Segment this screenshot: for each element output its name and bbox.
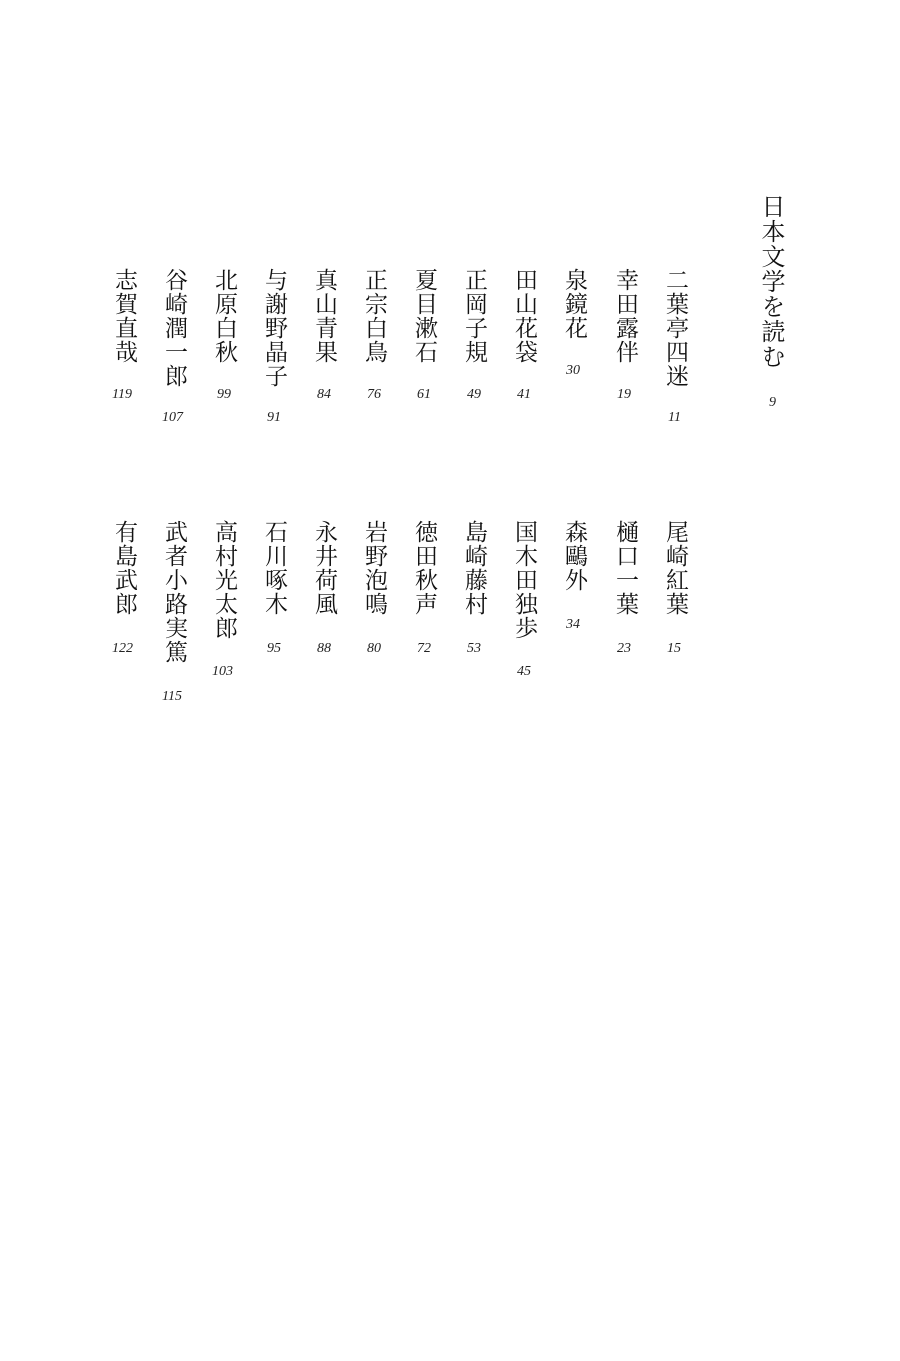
toc-entry-page: 11 [668, 410, 681, 425]
toc-entry-name: 武者小路実篤 [161, 520, 187, 664]
toc-entry-page: 45 [517, 664, 531, 679]
toc-entry-name: 北原白秋 [211, 268, 237, 364]
toc-entry-page: 49 [467, 387, 481, 402]
toc-entry-name: 幸田露伴 [612, 268, 638, 364]
toc-entry-name: 二葉亭四迷 [662, 268, 688, 388]
toc-entry-page: 80 [367, 641, 381, 656]
toc-entry-name: 有島武郎 [111, 520, 137, 616]
toc-entry-name: 夏目漱石 [411, 268, 437, 364]
toc-entry-name: 樋口一葉 [612, 520, 638, 616]
toc-entry-name: 正岡子規 [461, 268, 487, 364]
toc-entry-page: 107 [162, 410, 183, 425]
toc-entry-page: 99 [217, 387, 231, 402]
toc-entry-page: 41 [517, 387, 531, 402]
toc-entry-name: 田山花袋 [511, 268, 537, 364]
toc-entry-page: 53 [467, 641, 481, 656]
section-page-number: 9 [769, 395, 776, 410]
toc-entry-page: 115 [162, 689, 182, 704]
toc-entry-page: 72 [417, 641, 431, 656]
toc-entry-name: 真山青果 [311, 268, 337, 364]
toc-entry-name: 石川啄木 [261, 520, 287, 616]
toc-entry-name: 森鷗外 [561, 520, 587, 592]
toc-entry-page: 61 [417, 387, 431, 402]
toc-entry-page: 15 [667, 641, 681, 656]
toc-entry-name: 永井荷風 [311, 520, 337, 616]
toc-entry-name: 正宗白鳥 [361, 268, 387, 364]
section-title: 日本文学を読む [757, 194, 785, 369]
toc-entry-page: 30 [566, 363, 580, 378]
toc-entry-page: 95 [267, 641, 281, 656]
toc-entry-page: 103 [212, 664, 233, 679]
toc-entry-name: 尾崎紅葉 [662, 520, 688, 616]
toc-entry-page: 119 [112, 387, 132, 402]
toc-entry-page: 122 [112, 641, 133, 656]
toc-entry-page: 88 [317, 641, 331, 656]
toc-entry-page: 84 [317, 387, 331, 402]
toc-entry-name: 国木田独歩 [511, 520, 537, 640]
toc-entry-name: 徳田秋声 [411, 520, 437, 616]
toc-entry-page: 34 [566, 617, 580, 632]
toc-entry-name: 岩野泡鳴 [361, 520, 387, 616]
toc-entry-page: 19 [617, 387, 631, 402]
toc-entry-name: 高村光太郎 [211, 520, 237, 640]
toc-entry-page: 91 [267, 410, 281, 425]
toc-entry-page: 76 [367, 387, 381, 402]
toc-entry-name: 泉鏡花 [561, 268, 587, 340]
toc-entry-name: 与謝野晶子 [261, 268, 287, 388]
toc-entry-name: 志賀直哉 [111, 268, 137, 364]
toc-entry-page: 23 [617, 641, 631, 656]
toc-entry-name: 谷崎潤一郎 [161, 268, 187, 388]
toc-entry-name: 島崎藤村 [461, 520, 487, 616]
